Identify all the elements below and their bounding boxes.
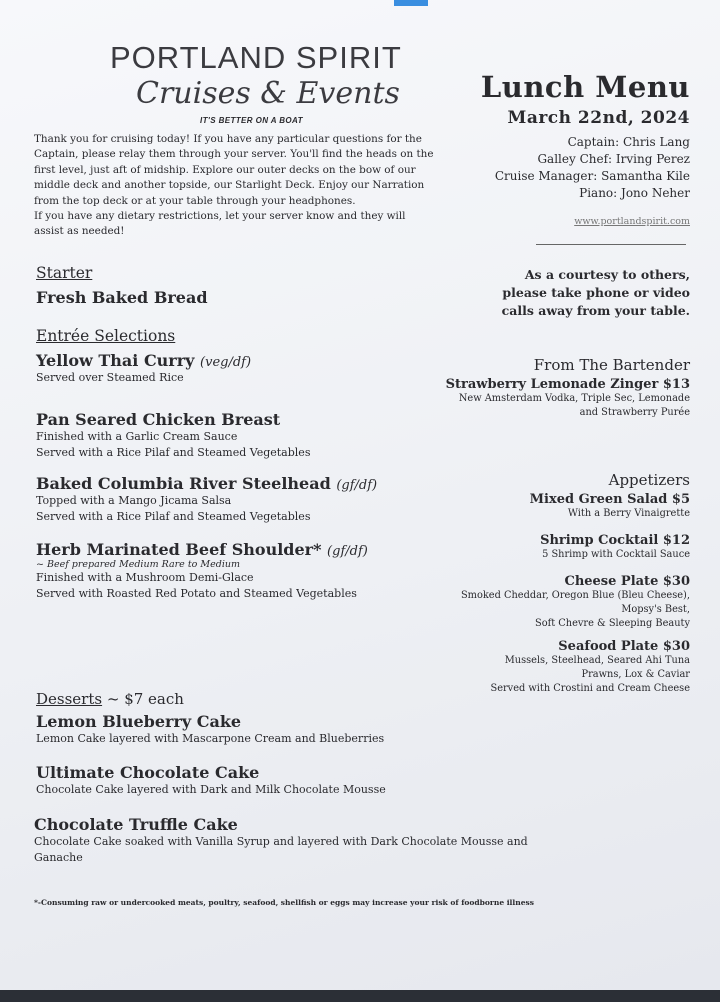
starter-item: Fresh Baked Bread	[36, 288, 208, 307]
brand-name: PORTLAND SPIRIT	[110, 40, 402, 75]
drink-desc: New Amsterdam Vodka, Triple Sec, Lemonade	[458, 393, 690, 404]
appetizer-desc: Soft Chevre & Sleeping Beauty	[534, 618, 690, 629]
intro-paragraph-2: If you have any dietary restrictions, let your server know and they will assist as needed!	[34, 210, 406, 238]
appetizer-name: Cheese Plate $30	[564, 574, 690, 589]
food-safety-footnote: *-Consuming raw or undercooked meats, poultry, seafood, shellfish or eggs may increase your risk of foodborne illness	[34, 898, 534, 907]
intro-paragraph-1: Thank you for cruising today! If you have any particular questions for the Captain, please relay them through your server. You'll find the heads on the first level, just aft of midship. Explore our outer decks on the bow of our middle deck and another topside, our Starlight Deck. Enjoy our Narration from the top deck or at your table through your headphones.	[34, 133, 434, 207]
blue-tab	[394, 0, 428, 6]
desserts-heading: Desserts	[36, 690, 103, 708]
entree-desc: Topped with a Mango Jicama Salsa	[36, 494, 232, 507]
entree-desc: Served over Steamed Rice	[36, 371, 184, 384]
diet-tag: (gf/df)	[336, 478, 378, 493]
desserts-price: ~ $7 each	[106, 690, 184, 708]
appetizer-desc: Mopsy's Best,	[621, 604, 690, 615]
appetizer-item	[530, 492, 690, 521]
dessert-desc: Ganache	[34, 851, 83, 864]
entree-item	[36, 474, 377, 525]
dessert-item	[36, 763, 386, 798]
appetizer-desc: Served with Crostini and Cream Cheese	[490, 683, 690, 694]
bartender-item	[446, 377, 690, 420]
appetizer-item	[490, 639, 690, 696]
drink-name: Strawberry Lemonade Zinger $13	[445, 377, 690, 392]
crew-chef: Galley Chef: Irving Perez	[537, 152, 690, 166]
courtesy-note: As a courtesy to others, please take phone or video calls away from your table.	[501, 267, 690, 318]
crew-list	[495, 134, 690, 202]
appetizer-item	[540, 533, 690, 562]
entree-desc: Served with a Rice Pilaf and Steamed Vegetables	[36, 446, 311, 459]
entree-heading: Entrée Selections	[36, 327, 176, 345]
appetizer-desc: Smoked Cheddar, Oregon Blue (Bleu Cheese),	[460, 590, 690, 601]
entree-item	[36, 540, 368, 602]
appetizer-desc: Prawns, Lox & Caviar	[581, 669, 690, 680]
bartender-heading: From The Bartender	[533, 356, 690, 374]
dessert-name: Ultimate Chocolate Cake	[36, 763, 260, 782]
appetizer-desc: With a Berry Vinaigrette	[567, 508, 690, 519]
drink-desc: and Strawberry Purée	[579, 407, 690, 418]
appetizer-desc: 5 Shrimp with Cocktail Sauce	[542, 549, 690, 560]
appetizer-name: Seafood Plate $30	[558, 639, 690, 654]
starter-heading: Starter	[36, 264, 93, 282]
divider-line	[536, 244, 686, 245]
entree-note: ~ Beef prepared Medium Rare to Medium	[36, 559, 240, 570]
diet-tag: (gf/df)	[327, 544, 368, 559]
crew-piano: Piano: Jono Neher	[579, 186, 690, 200]
entree-desc: Served with Roasted Red Potato and Steamed Vegetables	[36, 587, 357, 600]
crew-manager: Cruise Manager: Samantha Kile	[494, 169, 690, 183]
dessert-desc: Chocolate Cake soaked with Vanilla Syrup and layered with Dark Chocolate Mousse and	[34, 835, 528, 848]
dessert-item	[36, 712, 384, 747]
appetizer-name: Mixed Green Salad $5	[529, 492, 690, 507]
entree-name: Baked Columbia River Steelhead	[36, 474, 331, 493]
website-link[interactable]: www.portlandspirit.com	[574, 216, 690, 227]
dessert-name: Chocolate Truffle Cake	[34, 815, 238, 834]
crew-captain: Captain: Chris Lang	[567, 135, 690, 149]
desserts-heading-row	[36, 690, 184, 708]
menu-title: Lunch Menu	[480, 70, 690, 104]
dessert-name: Lemon Blueberry Cake	[36, 712, 242, 731]
diet-tag: (veg/df)	[200, 355, 252, 370]
entree-desc: Served with a Rice Pilaf and Steamed Vegetables	[36, 510, 311, 523]
entree-name: Pan Seared Chicken Breast	[36, 410, 281, 429]
intro-text	[34, 132, 434, 240]
entree-name: Herb Marinated Beef Shoulder*	[36, 540, 322, 559]
dessert-desc: Chocolate Cake layered with Dark and Milk Chocolate Mousse	[36, 783, 386, 796]
entree-name: Yellow Thai Curry	[36, 351, 195, 370]
dessert-desc: Lemon Cake layered with Mascarpone Cream and Blueberries	[36, 732, 385, 745]
entree-desc: Finished with a Mushroom Demi-Glace	[36, 571, 254, 584]
appetizer-name: Shrimp Cocktail $12	[540, 533, 690, 548]
entree-desc: Finished with a Garlic Cream Sauce	[36, 430, 238, 443]
entree-item	[36, 351, 251, 386]
brand-script: Cruises & Events	[136, 76, 400, 111]
appetizer-desc: Mussels, Steelhead, Seared Ahi Tuna	[504, 655, 690, 666]
entree-item	[36, 410, 310, 461]
appetizer-item	[461, 574, 690, 631]
dessert-item	[34, 815, 528, 866]
appetizers-heading: Appetizers	[608, 471, 690, 489]
brand-tagline: IT'S BETTER ON A BOAT	[200, 116, 303, 125]
menu-date: March 22nd, 2024	[507, 108, 690, 128]
